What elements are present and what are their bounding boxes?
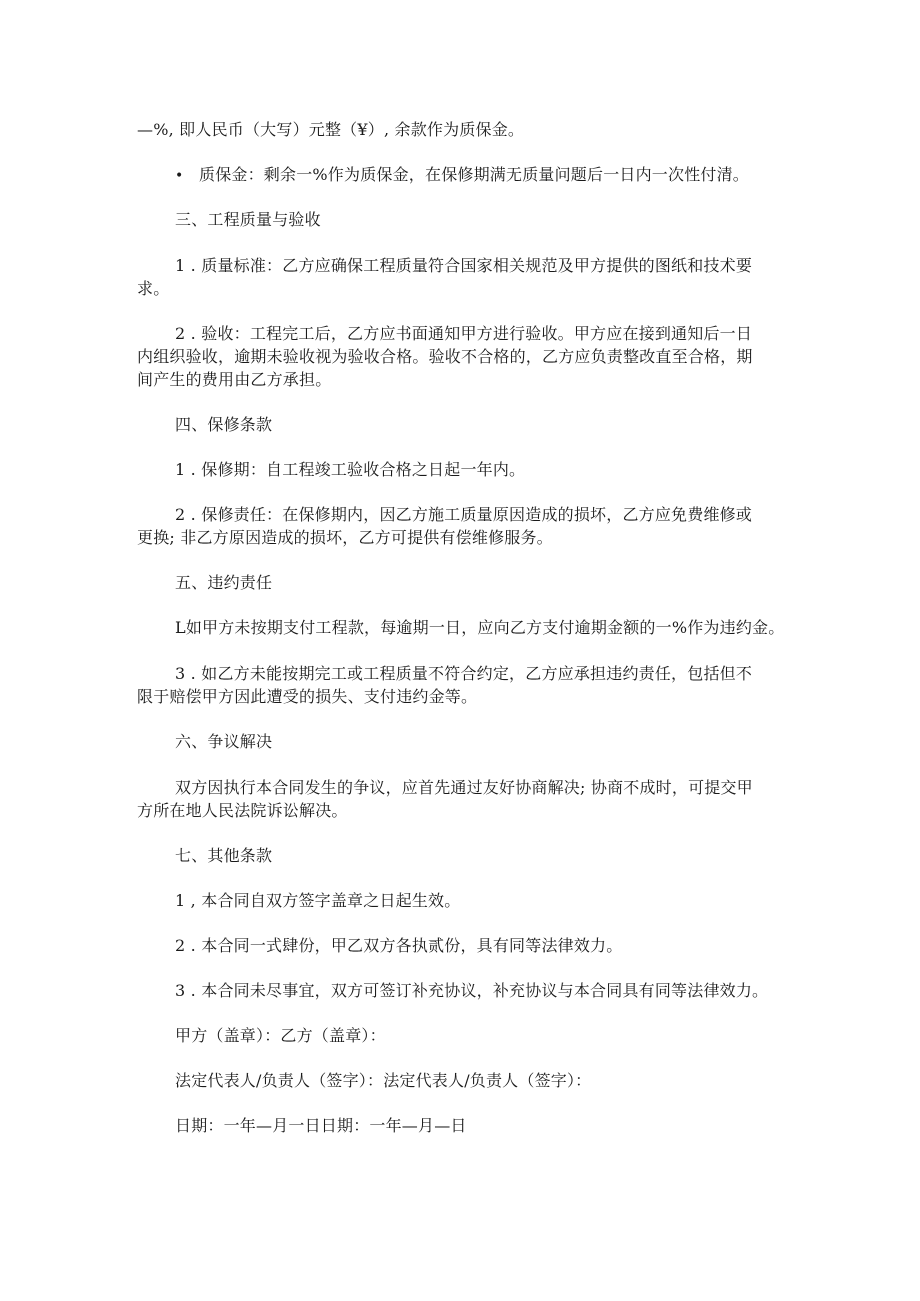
section-heading-dispute: 六、争议解决 xyxy=(175,732,273,751)
clause-quality-standard-cont: 求。 xyxy=(137,279,170,298)
section-heading-quality: 三、工程质量与验收 xyxy=(175,210,321,229)
clause-contractor-breach: 3 . 如乙方未能按期完工或工程质量不符合约定，乙方应承担违约责任，包括但不 xyxy=(175,664,753,683)
clause-copies: 2 . 本合同一式肆份，甲乙双方各执贰份，具有同等法律效力。 xyxy=(175,936,623,955)
clause-quality-standard: 1 . 质量标准：乙方应确保工程质量符合国家相关规范及甲方提供的图纸和技术要 xyxy=(175,256,753,275)
clause-contractor-breach-cont: 限于赔偿甲方因此遭受的损失、支付违约金等。 xyxy=(137,687,478,706)
clause-dispute: 双方因执行本合同发生的争议，应首先通过友好协商解决; 协商不成时，可提交甲 xyxy=(175,778,753,797)
clause-warranty-duty-cont: 更换; 非乙方原因造成的损坏，乙方可提供有偿维修服务。 xyxy=(137,528,553,547)
clause-acceptance-cont-1: 内组织验收，逾期未验收视为验收合格。验收不合格的，乙方应负责整改直至合格，期 xyxy=(137,347,753,366)
clause-warranty-period: 1 . 保修期：自工程竣工验收合格之日起一年内。 xyxy=(175,460,526,479)
clause-late-payment: L如甲方未按期支付工程款，每逾期一日，应向乙方支付逾期金额的一%作为违约金。 xyxy=(175,618,785,637)
clause-supplement: 3 . 本合同未尽事宜，双方可签订补充协议，补充协议与本合同具有同等法律效力。 xyxy=(175,981,769,1000)
section-heading-liability: 五、违约责任 xyxy=(175,573,273,592)
bullet-dot: • xyxy=(175,168,184,184)
signature-representative-line: 法定代表人/负责人（签字）：法定代表人/负责人（签字）： xyxy=(175,1071,592,1090)
clause-warranty-duty: 2 . 保修责任：在保修期内，因乙方施工质量原因造成的损坏，乙方应免费维修或 xyxy=(175,505,753,524)
section-heading-other: 七、其他条款 xyxy=(175,846,273,865)
payment-continuation: —%, 即人民币（大写）元整（¥）, 余款作为质保金。 xyxy=(137,120,525,139)
clause-dispute-cont: 方所在地人民法院诉讼解决。 xyxy=(137,801,348,820)
signature-seal-line: 甲方（盖章）：乙方（盖章）： xyxy=(175,1026,386,1045)
clause-effective: 1 , 本合同自双方签字盖章之日起生效。 xyxy=(175,891,461,910)
signature-date-line: 日期：一年—月一日日期：一年—月—日 xyxy=(175,1116,467,1135)
section-heading-warranty: 四、保修条款 xyxy=(175,415,273,434)
clause-acceptance-cont-2: 间产生的费用由乙方承担。 xyxy=(137,370,332,389)
clause-acceptance: 2 . 验收：工程完工后，乙方应书面通知甲方进行验收。甲方应在接到通知后一日 xyxy=(175,324,753,343)
retention-clause: 质保金：剩余一%作为质保金，在保修期满无质量问题后一日内一次性付清。 xyxy=(199,165,750,184)
